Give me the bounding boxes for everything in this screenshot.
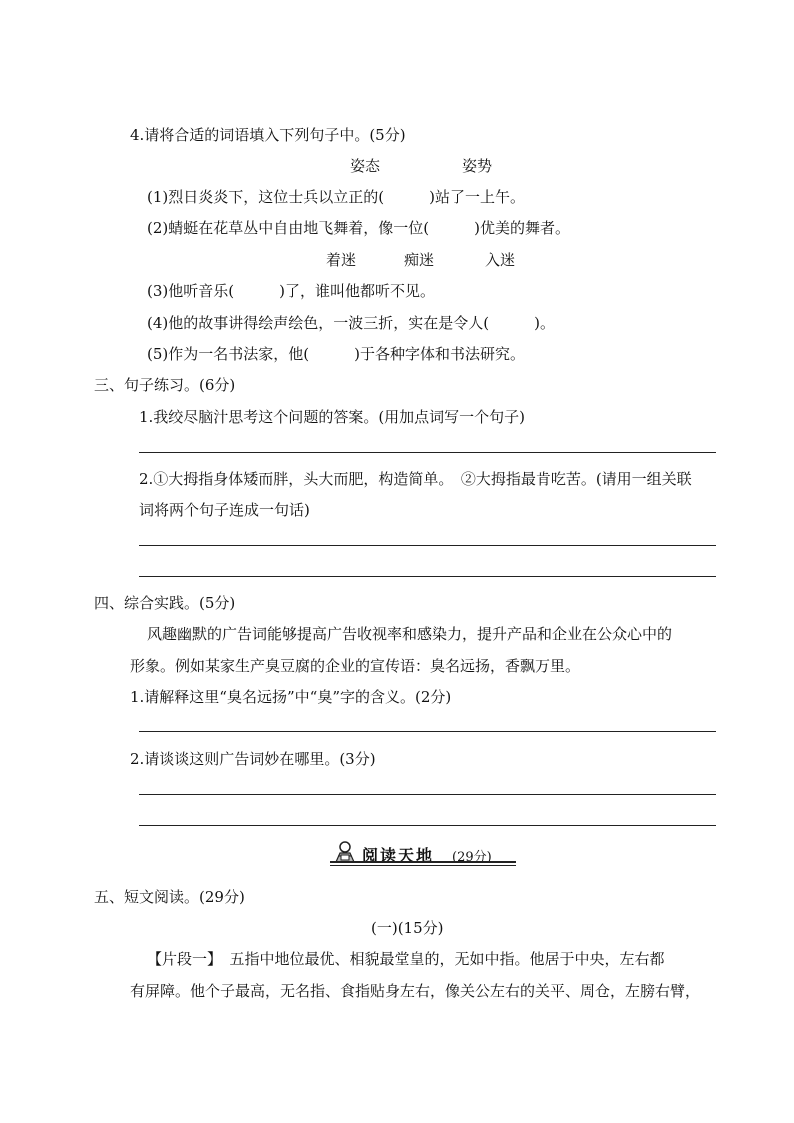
section-3-heading: 三、句子练习。(6分)	[94, 376, 236, 394]
word-option: 姿势	[462, 157, 493, 175]
q4-sentence-5: (5)作为一名书法家，他( )于各种字体和书法研究。	[147, 345, 525, 363]
section-5-heading: 五、短文阅读。(29分)	[94, 888, 245, 906]
sec4-paragraph-line-1: 风趣幽默的广告词能够提高广告收视率和感染力，提升产品和企业在公众心中的	[147, 625, 673, 643]
answer-line[interactable]	[139, 825, 716, 826]
sec4-paragraph-line-2: 形象。例如某家生产臭豆腐的企业的宣传语：臭名远扬，香飘万里。	[130, 657, 581, 675]
sec3-question-2-line-2: 词将两个句子连成一句话)	[139, 501, 310, 519]
answer-line[interactable]	[139, 794, 716, 795]
q4-sentence-1: (1)烈日炎炎下，这位士兵以立正的( )站了一上午。	[147, 188, 525, 206]
sec4-question-2: 2.请谈谈这则广告词妙在哪里。(3分)	[130, 750, 376, 768]
sec5-passage-line-1: 【片段一】 五指中地位最优、相貌最堂皇的，无如中指。他居于中央，左右都	[147, 950, 665, 968]
word-option: 姿态	[350, 157, 381, 175]
sec4-question-1: 1.请解释这里“臭名远扬”中“臭”字的含义。(2分)	[130, 688, 452, 706]
answer-line[interactable]	[139, 576, 716, 577]
banner-title: 阅读天地	[362, 846, 435, 865]
reading-banner	[330, 840, 516, 868]
q4-title: 4.请将合适的词语填入下列句子中。(5分)	[130, 126, 406, 144]
word-option: 着迷	[326, 251, 357, 269]
sec5-subheading: (一)(15分)	[371, 919, 444, 937]
q4-sentence-3: (3)他听音乐( )了，谁叫他都听不见。	[147, 282, 435, 300]
q4-sentence-2: (2)蜻蜓在花草丛中自由地飞舞着，像一位( )优美的舞者。	[147, 219, 570, 237]
answer-line[interactable]	[139, 452, 716, 453]
q4-sentence-4: (4)他的故事讲得绘声绘色，一波三折，实在是令人( )。	[147, 314, 555, 332]
word-option: 入迷	[485, 251, 516, 269]
answer-line[interactable]	[139, 731, 716, 732]
sec3-question-2-line-1: 2.①大拇指身体矮而胖，头大而肥，构造简单。 ②大拇指最肯吃苦。(请用一组关联	[139, 470, 692, 488]
banner-score: (29分)	[452, 850, 492, 865]
answer-line[interactable]	[139, 545, 716, 546]
word-option: 痴迷	[404, 251, 435, 269]
sec5-passage-line-2: 有屏障。他个子最高，无名指、食指贴身左右，像关公左右的关平、周仓，左膀右臂，	[130, 982, 701, 1000]
banner-rule	[330, 865, 516, 866]
banner-rule	[330, 861, 516, 863]
sec3-question-1: 1.我绞尽脑汁思考这个问题的答案。(用加点词写一个句子)	[139, 408, 526, 426]
section-4-heading: 四、综合实践。(5分)	[94, 594, 236, 612]
